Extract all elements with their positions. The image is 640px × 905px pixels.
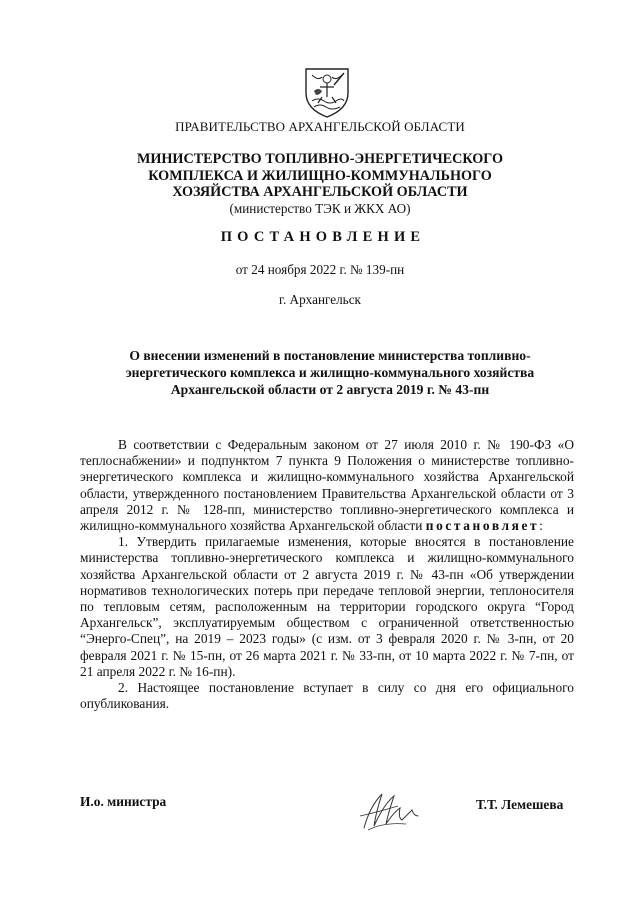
coat-of-arms-icon bbox=[298, 63, 356, 119]
document-date-number: от 24 ноября 2022 г. № 139-пн bbox=[235, 262, 405, 277]
ministry-title-line: КОМПЛЕКСА И ЖИЛИЩНО-КОММУНАЛЬНОГО bbox=[148, 167, 492, 184]
ministry-title-line: МИНИСТЕРСТВО ТОПЛИВНО-ЭНЕРГЕТИЧЕСКОГО bbox=[136, 151, 504, 167]
item-1: 1. Утвердить прилагаемые изменения, которые вносятся в постановление министерства топливно-энергетического комплекса и жилищно-коммунального хозяйства Архангельской области от 2 августа 2019 г. № 43-пн «Об утверждении нормативов технологических потерь при передаче тепловой энергии, теплоносителя по тепловым сетям, расположенным на территории городского округа “Город Архангельск”, эксплуатируемым обществом с ограниченной ответственностью “Энерго-Спец”, на 2019 – 2023 годы» (с изм. от 3 февраля 2020 г. № 3-пн, от 20 февраля 2021 г. № 15-пн, от 26 марта 2021 г. № 33-пн, от 10 марта 2022 г. № 7-пн, от 21 апреля 2022 г. № 16-пн). bbox=[80, 534, 574, 679]
signatory-name: Т.Т. Лемешева bbox=[476, 797, 564, 812]
document-type: ПОСТАНОВЛЕНИЕ bbox=[220, 229, 426, 245]
document-body bbox=[80, 437, 574, 712]
ministry-short-name: (министерство ТЭК и ЖКХ АО) bbox=[229, 201, 411, 216]
government-title: ПРАВИТЕЛЬСТВО АРХАНГЕЛЬСКОЙ ОБЛАСТИ bbox=[175, 119, 465, 134]
ministry-title bbox=[0, 151, 640, 201]
signatory-position: И.о. министра bbox=[80, 794, 167, 809]
item-2: 2. Настоящее постановление вступает в силу со дня его официального опубликования. bbox=[80, 680, 574, 712]
preamble-paragraph bbox=[80, 437, 574, 534]
handwritten-signature bbox=[354, 786, 432, 834]
document-subject: О внесении изменений в постановление министерства топливно-энергетического комплекса и жилищно-коммунального хозяйства Архангельской области от 2 августа 2019 г. № 43-пн bbox=[125, 348, 535, 397]
preamble-text: В соответствии с Федеральным законом от 27 июля 2010 г. № 190-ФЗ «О теплоснабжении» и подпунктом 7 пункта 9 Положения о министерстве топливно-энергетического комплекса и жилищно-коммунального хозяйства Архангельской области, утвержденного постановлением Правительства Архангельской области от 3 апреля 2012 г. № 128-пп, министерство топливно-энергетического комплекса и жилищно-коммунального хозяйства Архангельской области bbox=[80, 437, 574, 534]
decree-word: постановляет bbox=[425, 518, 540, 534]
ministry-title-line: ХОЗЯЙСТВА АРХАНГЕЛЬСКОЙ ОБЛАСТИ bbox=[172, 184, 468, 200]
decree-colon: : bbox=[539, 518, 543, 534]
document-city: г. Архангельск bbox=[279, 292, 361, 307]
